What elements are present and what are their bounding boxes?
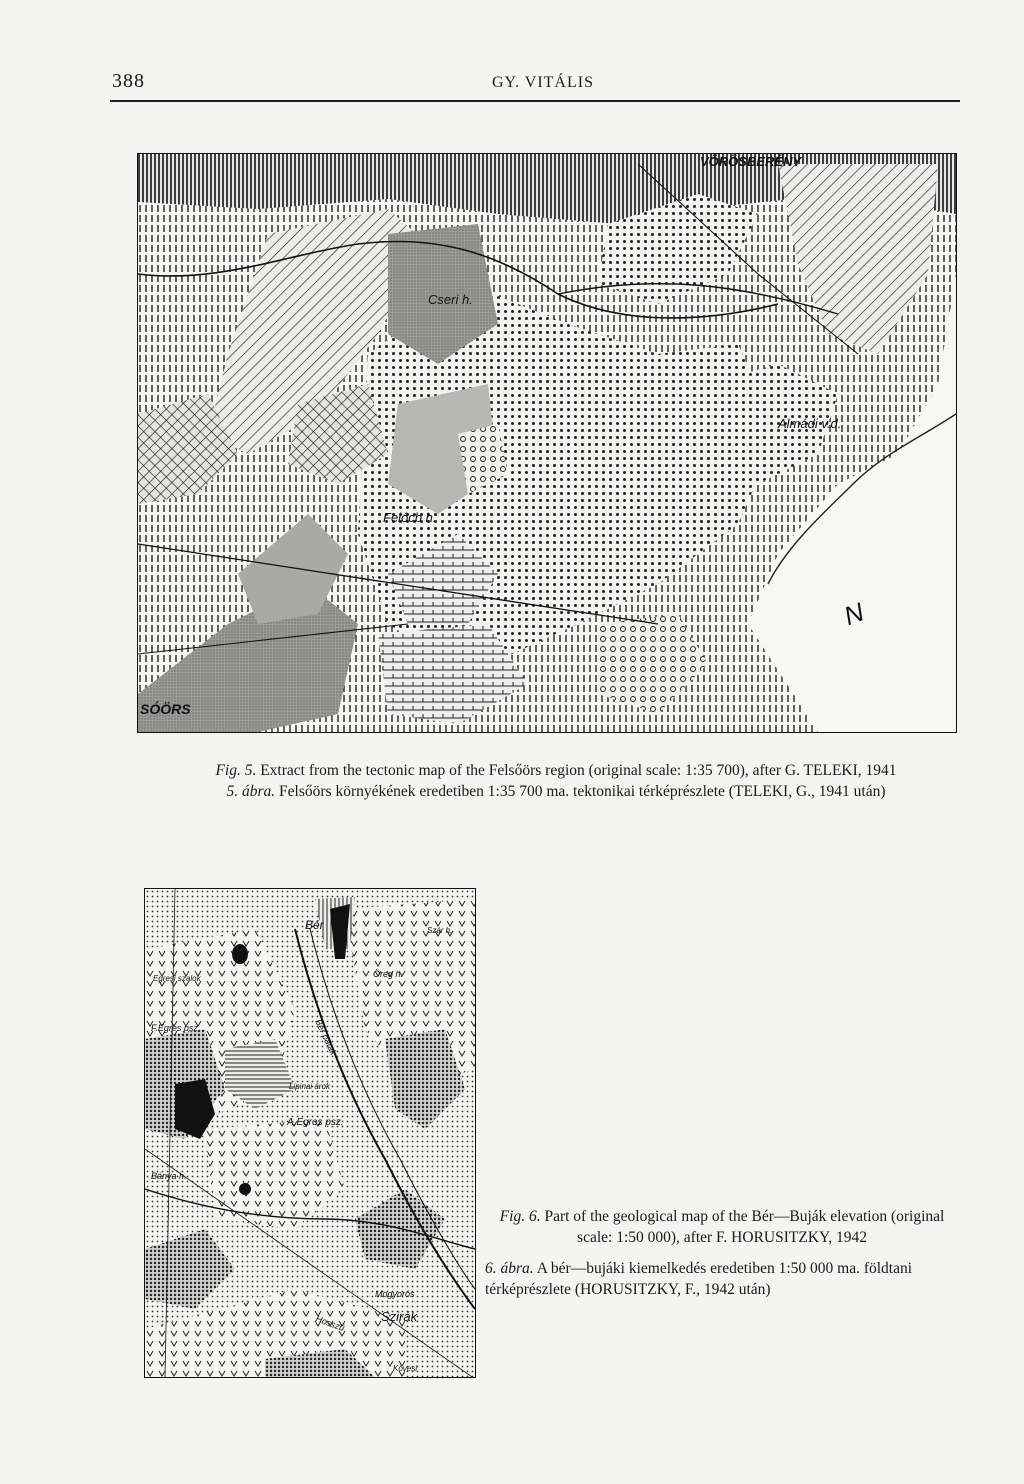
fig6-text-en: Part of the geological map of the Bér—Buják elevation (original scale: 1:50 000), after F. HORUSITZKY, 1942 xyxy=(544,1208,945,1246)
figure-6-map xyxy=(144,888,476,1378)
map-label-banya: Bánya h. xyxy=(151,1171,187,1181)
fig6-label-en: Fig. 6. xyxy=(499,1208,541,1225)
fig6-text-hu: A bér—bujáki kiemelkedés eredetiben 1:50 000 ma. földtani térképrészlete (HORUSITZKY, F., 1942 után) xyxy=(485,1260,913,1298)
north-arrow-label: N xyxy=(839,596,868,632)
fig5-label-en: Fig. 5. xyxy=(215,762,257,779)
map-label-aegres: A.Egres psz. xyxy=(287,1117,344,1128)
map-label-ber: Bér xyxy=(305,918,324,932)
page-number: 388 xyxy=(112,70,145,92)
map-label-soors: SÓÖRS xyxy=(140,701,191,717)
map-label-voros: VÖRÖSBERÉNY xyxy=(700,154,802,169)
map-label-mogyoros: Mogyorós xyxy=(375,1289,415,1299)
fig5-text-hu: Felsőörs környékének eredetiben 1:35 700 ma. tektonikai térképrészlete (TELEKI, G., 1941 után) xyxy=(279,783,886,800)
figure-5-map xyxy=(137,153,957,733)
page-header xyxy=(110,70,960,98)
map-label-szarh: Szár h. xyxy=(427,926,453,935)
map-label-szirak: Szirák xyxy=(381,1309,418,1324)
map-label-cseri: Cseri h. xyxy=(428,292,473,307)
figure-6-map-graphic xyxy=(145,889,475,1377)
fig5-label-hu: 5. ábra. xyxy=(226,783,276,800)
fig5-text-en: Extract from the tectonic map of the Felsőörs region (original scale: 1:35 700), after G. TELEKI, 1941 xyxy=(260,762,897,779)
figure-5-map-graphic xyxy=(138,154,956,732)
map-label-berpatak: Bér patak xyxy=(313,1017,339,1057)
fig6-label-hu: 6. ábra. xyxy=(485,1260,534,1277)
figure-5-caption-hu xyxy=(152,781,960,802)
map-label-almadi: Almádi v.d. xyxy=(778,416,842,431)
map-label-fegres: F.Egres psz. xyxy=(151,1023,201,1033)
map-label-hosszu: Hosszú xyxy=(314,1313,346,1334)
map-label-oreg: Öreg h. xyxy=(373,969,404,979)
figure-6-caption-hu xyxy=(485,1258,965,1300)
header-rule xyxy=(110,100,960,102)
figure-5-caption-en xyxy=(152,760,960,781)
map-label-lipinai: Lipinai árok xyxy=(289,1082,330,1091)
figure-5-caption xyxy=(152,760,960,802)
map-label-egresi: Egresi szalok xyxy=(153,974,201,983)
figure-6-caption-en xyxy=(485,1206,953,1248)
running-head: GY. VITÁLIS xyxy=(492,74,594,91)
map-label-feloch: Felócb h. xyxy=(383,510,437,525)
figure-6-caption xyxy=(485,1206,965,1300)
map-label-kovesi: Kövesi xyxy=(393,1364,418,1373)
